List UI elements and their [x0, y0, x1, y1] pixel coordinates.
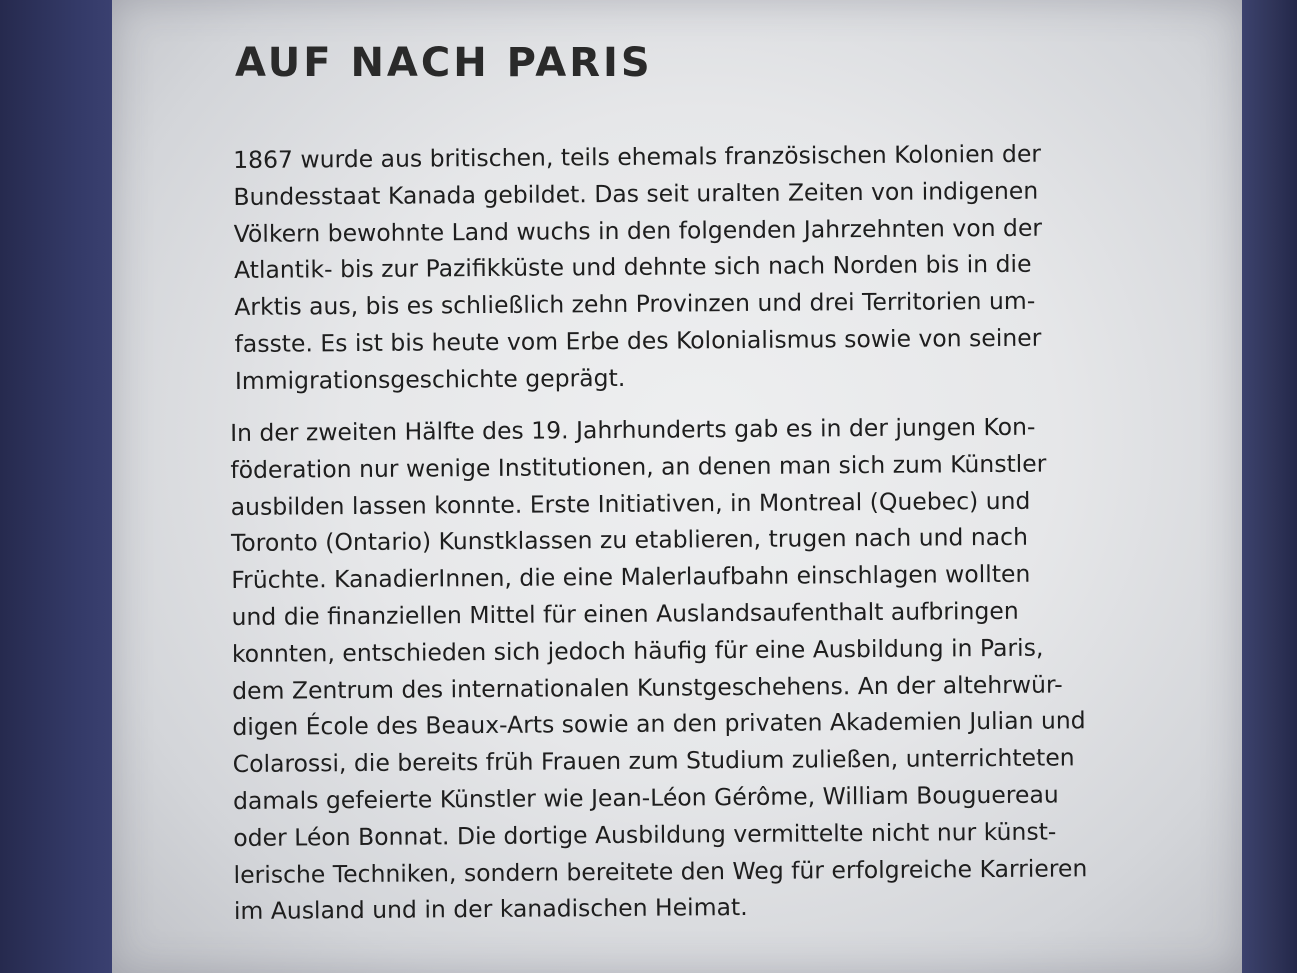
paragraph-line: fasste. Es ist bis heute vom Erbe des Kolonialismus sowie von seiner [234, 323, 1042, 358]
paragraph-line: Arktis aus, bis es schließlich zehn Provinzen und drei Territorien um- [234, 286, 1036, 322]
paragraph-line: Atlantik- bis zur Pazifikküste und dehnte sich nach Norden bis in die [233, 250, 1032, 285]
paragraph-line: föderation nur wenige Institutionen, an denen man sich zum Künstler [230, 449, 1047, 484]
paragraph-line: Völkern bewohnte Land wuchs in den folgenden Jahrzehnten von der [233, 213, 1043, 248]
paragraph-line: und die finanziellen Mittel für einen Auslandsaufenthalt aufbringen [231, 596, 1019, 631]
paragraph-line: im Ausland und in der kanadischen Heimat. [233, 893, 748, 926]
paragraph-line: Toronto (Ontario) Kunstklassen zu etablieren, trugen nach und nach [230, 523, 1029, 558]
paragraph-2 [230, 408, 1088, 930]
paragraph-line: In der zweiten Hälfte des 19. Jahrhunderts gab es in der jungen Kon- [230, 412, 1036, 447]
paragraph-line: ausbilden lassen konnte. Erste Initiativen, in Montreal (Quebec) und [230, 486, 1031, 521]
paragraph-line: 1867 wurde aus britischen, teils ehemals französischen Kolonien der [233, 139, 1042, 174]
paragraph-line: konnten, entschieden sich jedoch häufig für eine Ausbildung in Paris, [231, 633, 1044, 668]
paragraph-line: Colarossi, die bereits früh Frauen zum Studium zuließen, unterrichteten [232, 743, 1075, 779]
panel-title: AUF NACH PARIS [235, 40, 653, 86]
paragraph-line: digen École des Beaux-Arts sowie an den privaten Akademien Julian und [232, 706, 1086, 742]
paragraph-line: dem Zentrum des internationalen Kunstgeschehens. An der altehrwür- [232, 670, 1063, 705]
wall-left [0, 0, 112, 973]
paragraph-line: lerische Techniken, sondern bereitete den Weg für erfolgreiche Karrieren [233, 853, 1088, 889]
paragraph-1 [233, 136, 1043, 400]
paragraph-line: damals gefeierte Künstler wie Jean-Léon Gérôme, William Bouguereau [232, 780, 1059, 815]
paragraph-line: Immigrationsgeschichte geprägt. [234, 363, 626, 395]
paragraph-line: Früchte. KanadierInnen, die eine Malerlaufbahn einschlagen wollten [231, 559, 1031, 595]
paragraph-line: Bundesstaat Kanada gebildet. Das seit uralten Zeiten von indigenen [233, 176, 1039, 211]
paragraph-line: oder Léon Bonnat. Die dortige Ausbildung vermittelte nicht nur künst- [233, 817, 1057, 852]
wall-right [1240, 0, 1297, 973]
